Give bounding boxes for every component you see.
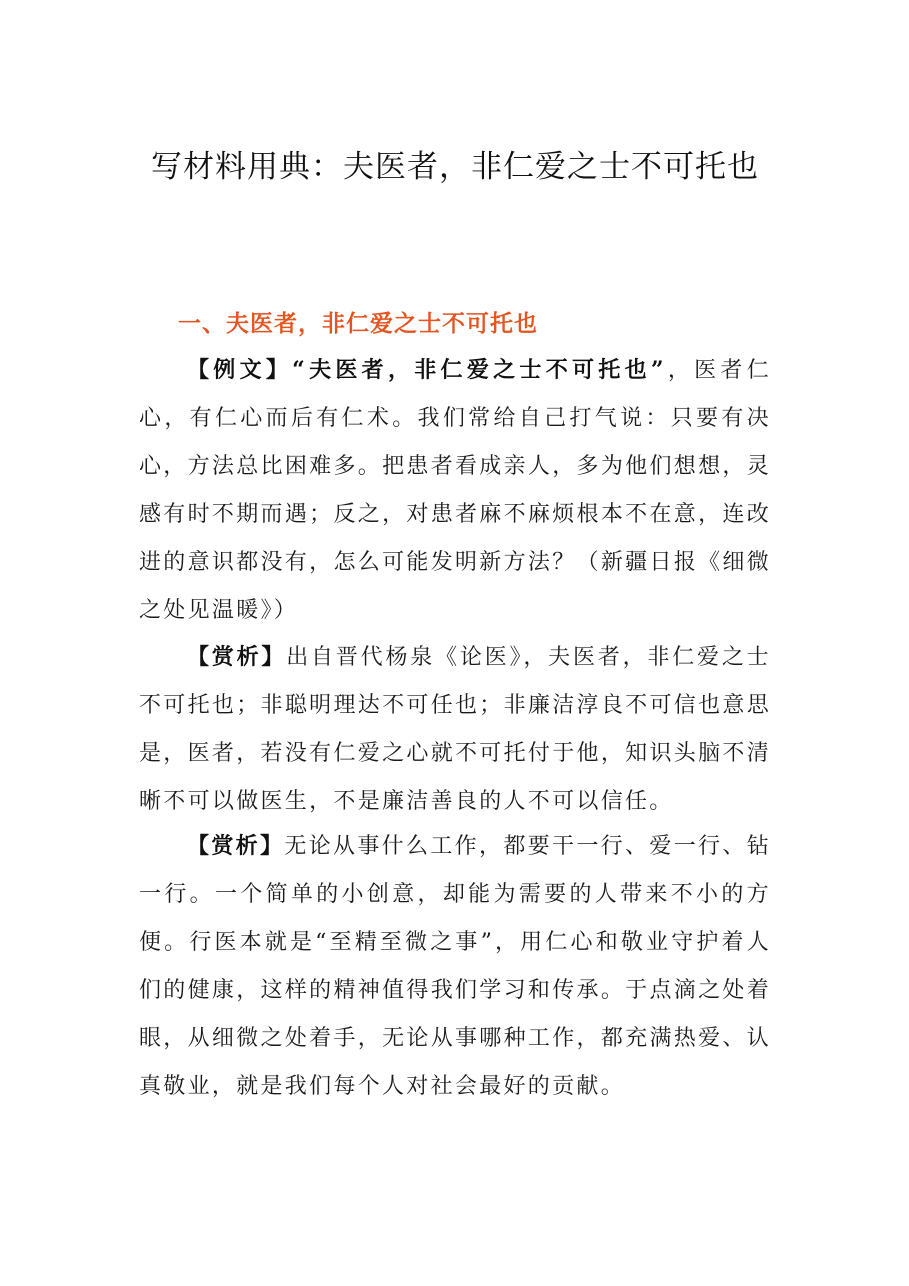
- paragraph-lead-example: 【例文】“夫医者，非仁爱之士不可托也”: [187, 357, 666, 383]
- document-title: 写材料用典：夫医者，非仁爱之士不可托也: [151, 149, 759, 185]
- paragraph-body: 无论从事什么工作，都要干一行、爱一行、钻一行。一个简单的小创意，却能为需要的人带来不小的方便。行医本就是“至精至微之事”，用仁心和敬业守护着人们的健康，这样的精神值得我们学习和传承。于点滴之处着眼，从细微之处着手，无论从事哪种工作，都充满热爱、认真敬业，就是我们每个人对社会最好的贡献。: [139, 834, 771, 1099]
- paragraph-lead-appreciation: 【赏析】: [187, 833, 285, 859]
- paragraph-body: ，医者仁心，有仁心而后有仁术。我们常给自己打气说：只要有决心，方法总比困难多。把患者看成亲人，多为他们想想，灵感有时不期而遇；反之，对患者麻不麻烦根本不在意，连改进的意识都没有，怎么可能发明新方法？（新疆日报《细微之处见温暖》）: [139, 358, 772, 623]
- appreciation-paragraph: [139, 633, 771, 826]
- appreciation-paragraph: [139, 822, 771, 1111]
- section-heading: 一、夫医者，非仁爱之士不可托也: [178, 310, 538, 337]
- paragraph-body: 出自晋代杨泉《论医》，夫医者，非仁爱之士不可托也；非聪明理达不可任也；非廉洁淳良不可信也意思是，医者，若没有仁爱之心就不可托付于他，知识头脑不清晰不可以做医生，不是廉洁善良的人不可以信任。: [139, 645, 771, 814]
- example-paragraph: [139, 346, 771, 635]
- paragraph-lead-appreciation: 【赏析】: [187, 644, 287, 670]
